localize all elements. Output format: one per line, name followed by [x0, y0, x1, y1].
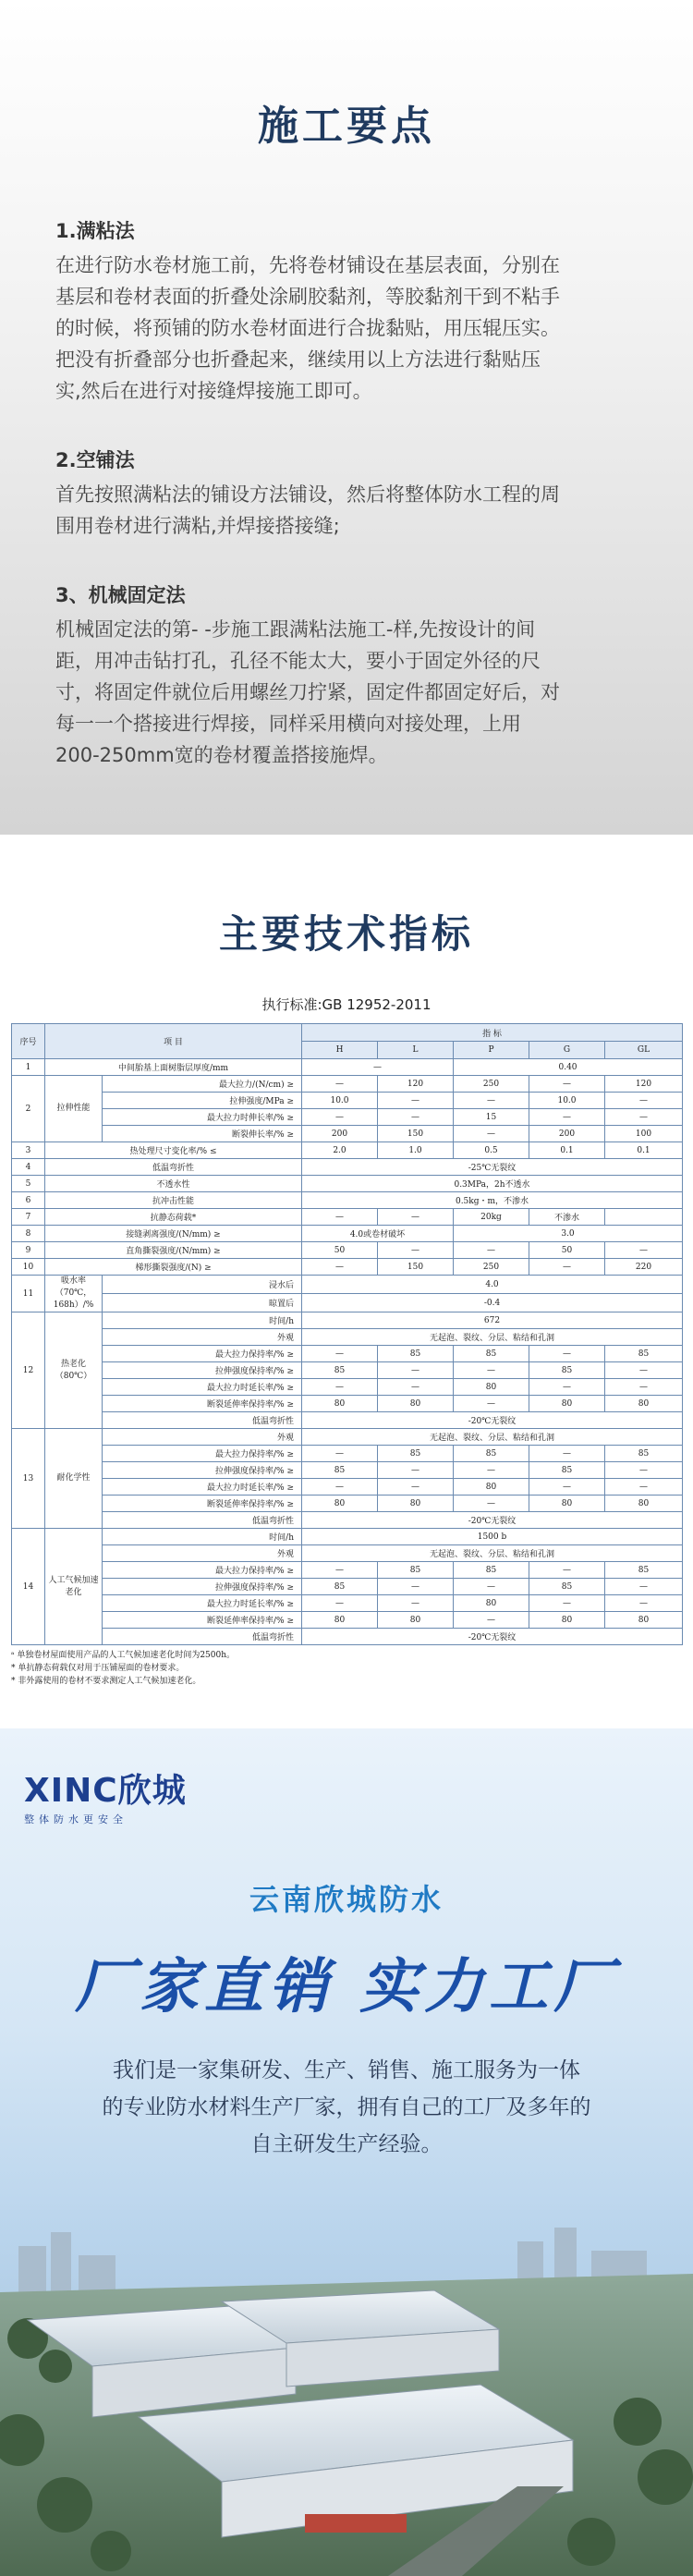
- method-title: 2.空铺法: [55, 449, 135, 471]
- company-slogan: 厂家直销 实力工厂: [74, 1953, 619, 2021]
- spec-row: [12, 1192, 683, 1209]
- intro-line: 的专业防水材料生产厂家，拥有自己的工厂及多年的: [102, 2095, 591, 2119]
- company-name: 云南欣城防水: [249, 1882, 444, 1917]
- spec-value: 10.0: [529, 1093, 605, 1109]
- spec-value: —: [605, 1109, 683, 1126]
- header-col: L: [378, 1042, 454, 1059]
- spec-group: 拉伸性能: [45, 1076, 103, 1142]
- spec-group: 耐化学性: [45, 1429, 103, 1529]
- spec-value: —: [378, 1479, 454, 1496]
- spec-value: 无起泡、裂纹、分层、粘结和孔洞: [302, 1329, 683, 1346]
- spec-item: 断裂延伸率保持率/% ≥: [103, 1496, 302, 1512]
- spec-row: [12, 1093, 683, 1109]
- spec-no: 1: [12, 1059, 45, 1076]
- intro-line: 我们是一家集研发、生产、销售、施工服务为一体: [113, 2058, 580, 2082]
- spec-value: —: [302, 1059, 454, 1076]
- spec-value: —: [454, 1612, 529, 1629]
- method-line: 寸，将固定件就位后用螺丝刀拧紧，固定件都固定好后，对: [55, 681, 560, 703]
- spec-value: —: [605, 1595, 683, 1612]
- spec-item: 抗冲击性能: [45, 1192, 302, 1209]
- spec-value: 85: [605, 1446, 683, 1462]
- spec-item: 外观: [103, 1545, 302, 1562]
- spec-value: 0.1: [529, 1142, 605, 1159]
- spec-value: —: [302, 1259, 378, 1276]
- company-intro: [55, 2052, 638, 2163]
- spec-row: [12, 1294, 683, 1312]
- spec-value: 无起泡、裂纹、分层、粘结和孔洞: [302, 1545, 683, 1562]
- spec-value: 3.0: [454, 1226, 683, 1242]
- spec-group: 吸水率（70℃，168h）/%: [45, 1276, 103, 1312]
- spec-row: [12, 1329, 683, 1346]
- spec-value: 220: [605, 1259, 683, 1276]
- spec-note: * 单抗静态荷载仅对用于压铺屋面的卷材要求。: [11, 1664, 185, 1673]
- spec-item: 最大拉力时延长率/% ≥: [103, 1379, 302, 1396]
- spec-row: [12, 1479, 683, 1496]
- spec-value: —: [302, 1209, 378, 1226]
- spec-row: [12, 1512, 683, 1529]
- spec-item: 外观: [103, 1329, 302, 1346]
- spec-row: [12, 1446, 683, 1462]
- spec-item: 直角撕裂强度/(N/mm) ≥: [45, 1242, 302, 1259]
- header-no: 序号: [12, 1024, 45, 1059]
- spec-value: —: [454, 1396, 529, 1412]
- spec-row: [12, 1276, 683, 1294]
- method-body: [55, 479, 638, 542]
- header-col: G: [529, 1042, 605, 1059]
- spec-value: 150: [378, 1126, 454, 1142]
- header-col: P: [454, 1042, 529, 1059]
- method-line: 基层和卷材表面的折叠处涂刷胶黏剂，等胶黏剂干到不粘手: [55, 286, 560, 308]
- spec-value: —: [454, 1242, 529, 1259]
- spec-value: 80: [605, 1612, 683, 1629]
- spec-value: 2.0: [302, 1142, 378, 1159]
- spec-value: 20kg: [454, 1209, 529, 1226]
- spec-item: 接缝剥离强度/(N/mm) ≥: [45, 1226, 302, 1242]
- spec-item: 时间/h: [103, 1529, 302, 1545]
- spec-row: [12, 1629, 683, 1645]
- spec-item: 低温弯折性: [103, 1412, 302, 1429]
- spec-value: —: [378, 1362, 454, 1379]
- spec-value: —: [378, 1209, 454, 1226]
- spec-no: 11: [12, 1276, 45, 1312]
- spec-value: 80: [302, 1496, 378, 1512]
- spec-value: 200: [302, 1126, 378, 1142]
- spec-value: 672: [302, 1312, 683, 1329]
- spec-value: 4.0: [302, 1276, 683, 1294]
- spec-value: -25℃无裂纹: [302, 1159, 683, 1176]
- intro-line: 自主研发生产经验。: [250, 2132, 443, 2156]
- spec-no: 5: [12, 1176, 45, 1192]
- spec-value: 10.0: [302, 1093, 378, 1109]
- spec-value: —: [378, 1579, 454, 1595]
- spec-value: 80: [529, 1612, 605, 1629]
- spec-row: [12, 1159, 683, 1176]
- method-block: [55, 446, 638, 542]
- logo-slogan: 整体防水更安全: [24, 1813, 128, 1825]
- spec-value: —: [529, 1446, 605, 1462]
- spec-value: 85: [605, 1346, 683, 1362]
- method-line: 把没有折叠部分也折叠起来，继续用以上方法进行黏贴压: [55, 348, 541, 371]
- method-line: 机械固定法的第- -步施工跟满粘法施工-样,先按设计的间: [55, 618, 536, 641]
- spec-value: —: [529, 1346, 605, 1362]
- spec-row: [12, 1126, 683, 1142]
- spec-value: 1.0: [378, 1142, 454, 1159]
- spec-item: 抗静态荷载*: [45, 1209, 302, 1226]
- spec-row: [12, 1579, 683, 1595]
- spec-value: 0.40: [454, 1059, 683, 1076]
- spec-value: —: [302, 1076, 378, 1093]
- spec-value: 85: [378, 1562, 454, 1579]
- spec-item: 拉伸强度保持率/% ≥: [103, 1362, 302, 1379]
- spec-value: 85: [529, 1579, 605, 1595]
- header-item: 项 目: [45, 1024, 302, 1059]
- spec-value: 200: [529, 1126, 605, 1142]
- method-title: 3、机械固定法: [55, 584, 186, 606]
- spec-value: 85: [454, 1562, 529, 1579]
- spec-row: [12, 1379, 683, 1396]
- logo-mark: XINC欣城: [24, 1772, 187, 1810]
- spec-row: [12, 1412, 683, 1429]
- spec-value: 85: [302, 1362, 378, 1379]
- spec-item: 浸水后: [103, 1276, 302, 1294]
- spec-notes: [11, 1649, 682, 1688]
- spec-value: 85: [378, 1446, 454, 1462]
- spec-note: * 非外露使用的卷材不要求测定人工气候加速老化。: [11, 1677, 201, 1686]
- spec-value: [605, 1209, 683, 1226]
- method-list: [55, 216, 638, 771]
- method-body: [55, 614, 638, 771]
- spec-value: —: [302, 1379, 378, 1396]
- spec-item: 时间/h: [103, 1312, 302, 1329]
- spec-value: —: [454, 1496, 529, 1512]
- spec-row: [12, 1312, 683, 1329]
- method-body: [55, 250, 638, 407]
- spec-value: 0.3MPa，2h不透水: [302, 1176, 683, 1192]
- spec-item: 外观: [103, 1429, 302, 1446]
- method-block: [55, 580, 638, 771]
- spec-value: 80: [529, 1396, 605, 1412]
- spec-item: 断裂延伸率保持率/% ≥: [103, 1612, 302, 1629]
- spec-value: —: [605, 1479, 683, 1496]
- spec-value: 50: [529, 1242, 605, 1259]
- header-col: GL: [605, 1042, 683, 1059]
- spec-value: 0.5: [454, 1142, 529, 1159]
- spec-value: —: [529, 1479, 605, 1496]
- spec-item: 最大拉力时延长率/% ≥: [103, 1479, 302, 1496]
- spec-item: 晾置后: [103, 1294, 302, 1312]
- spec-item: 低温弯折性: [103, 1512, 302, 1529]
- factory-sign: [305, 2514, 407, 2533]
- spec-value: —: [605, 1462, 683, 1479]
- spec-value: 80: [302, 1396, 378, 1412]
- spec-value: 0.1: [605, 1142, 683, 1159]
- factory-aerial-illustration: [0, 2209, 693, 2576]
- spec-no: 3: [12, 1142, 45, 1159]
- company-logo: [24, 1773, 187, 1826]
- spec-row: [12, 1462, 683, 1479]
- spec-item: 热处理尺寸变化率/% ≤: [45, 1142, 302, 1159]
- spec-value: —: [454, 1093, 529, 1109]
- spec-value: —: [378, 1093, 454, 1109]
- spec-value: 250: [454, 1076, 529, 1093]
- spec-row: [12, 1496, 683, 1512]
- spec-value: -20℃无裂纹: [302, 1512, 683, 1529]
- spec-item: 梯形撕裂强度/(N) ≥: [45, 1259, 302, 1276]
- spec-item: 断裂延伸率保持率/% ≥: [103, 1396, 302, 1412]
- spec-value: —: [454, 1362, 529, 1379]
- spec-value: 15: [454, 1109, 529, 1126]
- spec-value: 85: [529, 1362, 605, 1379]
- spec-value: —: [529, 1562, 605, 1579]
- spec-item: 最大拉力时伸长率/% ≥: [103, 1109, 302, 1126]
- header-col: H: [302, 1042, 378, 1059]
- spec-value: 120: [605, 1076, 683, 1093]
- spec-value: 80: [605, 1396, 683, 1412]
- spec-item: 拉伸强度/MPa ≥: [103, 1093, 302, 1109]
- spec-value: 85: [302, 1462, 378, 1479]
- spec-value: 无起泡、裂纹、分层、粘结和孔洞: [302, 1429, 683, 1446]
- spec-value: —: [378, 1379, 454, 1396]
- spec-value: 80: [605, 1496, 683, 1512]
- spec-value: —: [529, 1076, 605, 1093]
- spec-no: 4: [12, 1159, 45, 1176]
- spec-value: 150: [378, 1259, 454, 1276]
- spec-value: 80: [454, 1595, 529, 1612]
- spec-row: [12, 1076, 683, 1093]
- spec-item: 最大拉力保持率/% ≥: [103, 1346, 302, 1362]
- spec-value: —: [302, 1346, 378, 1362]
- spec-value: —: [605, 1579, 683, 1595]
- spec-item: 断裂伸长率/% ≥: [103, 1126, 302, 1142]
- method-line: 的时候，将预铺的防水卷材面进行合拢黏贴，用压辊压实。: [55, 317, 560, 339]
- spec-row: [12, 1346, 683, 1362]
- spec-note: ᵃ 单独卷材屋面使用产品的人工气候加速老化时间为2500h。: [11, 1651, 236, 1660]
- spec-value: -20℃无裂纹: [302, 1412, 683, 1429]
- method-block: [55, 216, 638, 407]
- spec-value: 80: [454, 1479, 529, 1496]
- spec-item: 低温弯折性: [103, 1629, 302, 1645]
- spec-value: —: [302, 1595, 378, 1612]
- spec-row: [12, 1595, 683, 1612]
- spec-value: 80: [454, 1379, 529, 1396]
- spec-row: [12, 1176, 683, 1192]
- spec-no: 8: [12, 1226, 45, 1242]
- spec-item: 中间胎基上面树脂层厚度/mm: [45, 1059, 302, 1076]
- spec-row: [12, 1429, 683, 1446]
- construction-section: [0, 0, 693, 835]
- spec-value: 0.5kg・m，不渗水: [302, 1192, 683, 1209]
- standard-label: 执行标准:GB 12952-2011: [261, 996, 432, 1013]
- spec-value: —: [378, 1462, 454, 1479]
- spec-value: 80: [378, 1612, 454, 1629]
- spec-value: 80: [378, 1496, 454, 1512]
- spec-no: 10: [12, 1259, 45, 1276]
- spec-value: 85: [454, 1446, 529, 1462]
- specs-section: [0, 835, 693, 1728]
- spec-value: 120: [378, 1076, 454, 1093]
- spec-value: 不渗水: [529, 1209, 605, 1226]
- spec-value: -0.4: [302, 1294, 683, 1312]
- spec-value: —: [302, 1562, 378, 1579]
- spec-row: [12, 1209, 683, 1226]
- method-line: 每一一个搭接进行焊接，同样采用横向对接处理，上用: [55, 713, 521, 735]
- spec-value: —: [378, 1595, 454, 1612]
- spec-value: 250: [454, 1259, 529, 1276]
- spec-header-row-1: [12, 1024, 683, 1042]
- spec-value: —: [529, 1379, 605, 1396]
- spec-row: [12, 1059, 683, 1076]
- spec-row: [12, 1612, 683, 1629]
- spec-item: 不透水性: [45, 1176, 302, 1192]
- header-index: 指 标: [302, 1024, 683, 1042]
- spec-value: 85: [454, 1346, 529, 1362]
- spec-row: [12, 1362, 683, 1379]
- spec-value: 4.0或卷材破坏: [302, 1226, 454, 1242]
- spec-value: —: [302, 1109, 378, 1126]
- spec-no: 6: [12, 1192, 45, 1209]
- spec-value: —: [378, 1109, 454, 1126]
- spec-item: 最大拉力时延长率/% ≥: [103, 1595, 302, 1612]
- spec-value: —: [605, 1093, 683, 1109]
- spec-item: 拉伸强度保持率/% ≥: [103, 1579, 302, 1595]
- spec-value: 85: [605, 1562, 683, 1579]
- spec-item: 最大拉力保持率/% ≥: [103, 1446, 302, 1462]
- spec-value: —: [302, 1446, 378, 1462]
- spec-value: 50: [302, 1242, 378, 1259]
- spec-item: 最大拉力/(N/cm) ≥: [103, 1076, 302, 1093]
- spec-row: [12, 1142, 683, 1159]
- method-line: 首先按照满粘法的铺设方法铺设，然后将整体防水工程的周: [55, 483, 560, 506]
- spec-row: [12, 1226, 683, 1242]
- spec-value: 80: [529, 1496, 605, 1512]
- spec-value: —: [529, 1595, 605, 1612]
- spec-no: 2: [12, 1076, 45, 1142]
- company-section: [0, 1728, 693, 2576]
- spec-row: [12, 1545, 683, 1562]
- spec-value: 85: [529, 1462, 605, 1479]
- spec-value: 80: [378, 1396, 454, 1412]
- spec-value: —: [378, 1242, 454, 1259]
- spec-row: [12, 1562, 683, 1579]
- method-line: 距，用冲击钻打孔，孔径不能太大，要小于固定外径的尺: [55, 650, 541, 672]
- spec-value: 85: [378, 1346, 454, 1362]
- spec-value: 1500 b: [302, 1529, 683, 1545]
- spec-value: —: [605, 1362, 683, 1379]
- spec-table: [11, 1023, 683, 1645]
- spec-row: [12, 1529, 683, 1545]
- spec-no: 9: [12, 1242, 45, 1259]
- spec-no: 12: [12, 1312, 45, 1429]
- spec-value: —: [529, 1109, 605, 1126]
- spec-no: 14: [12, 1529, 45, 1645]
- spec-no: 7: [12, 1209, 45, 1226]
- construction-title: 施工要点: [258, 103, 435, 150]
- spec-row: [12, 1396, 683, 1412]
- spec-item: 拉伸强度保持率/% ≥: [103, 1462, 302, 1479]
- spec-value: —: [454, 1462, 529, 1479]
- spec-item: 最大拉力保持率/% ≥: [103, 1562, 302, 1579]
- spec-value: —: [605, 1242, 683, 1259]
- spec-value: —: [302, 1479, 378, 1496]
- spec-value: —: [454, 1126, 529, 1142]
- method-line: 在进行防水卷材施工前，先将卷材铺设在基层表面，分别在: [55, 254, 560, 276]
- spec-group: 热老化（80℃）: [45, 1312, 103, 1429]
- spec-value: 80: [302, 1612, 378, 1629]
- spec-row: [12, 1242, 683, 1259]
- spec-value: 85: [302, 1579, 378, 1595]
- spec-item: 低温弯折性: [45, 1159, 302, 1176]
- spec-value: —: [454, 1579, 529, 1595]
- spec-row: [12, 1109, 683, 1126]
- method-line: 实,然后在进行对接缝焊接施工即可。: [55, 380, 372, 402]
- method-line: 200-250mm宽的卷材覆盖搭接施焊。: [55, 744, 388, 766]
- spec-value: -20℃无裂纹: [302, 1629, 683, 1645]
- spec-value: 100: [605, 1126, 683, 1142]
- spec-table-wrap: [11, 1023, 682, 1645]
- spec-no: 13: [12, 1429, 45, 1529]
- spec-row: [12, 1259, 683, 1276]
- method-line: 围用卷材进行满粘,并焊接搭接缝;: [55, 515, 340, 537]
- spec-group: 人工气候加速老化: [45, 1529, 103, 1645]
- specs-title: 主要技术指标: [218, 911, 474, 957]
- spec-value: —: [529, 1259, 605, 1276]
- spec-value: —: [605, 1379, 683, 1396]
- method-title: 1.满粘法: [55, 220, 135, 242]
